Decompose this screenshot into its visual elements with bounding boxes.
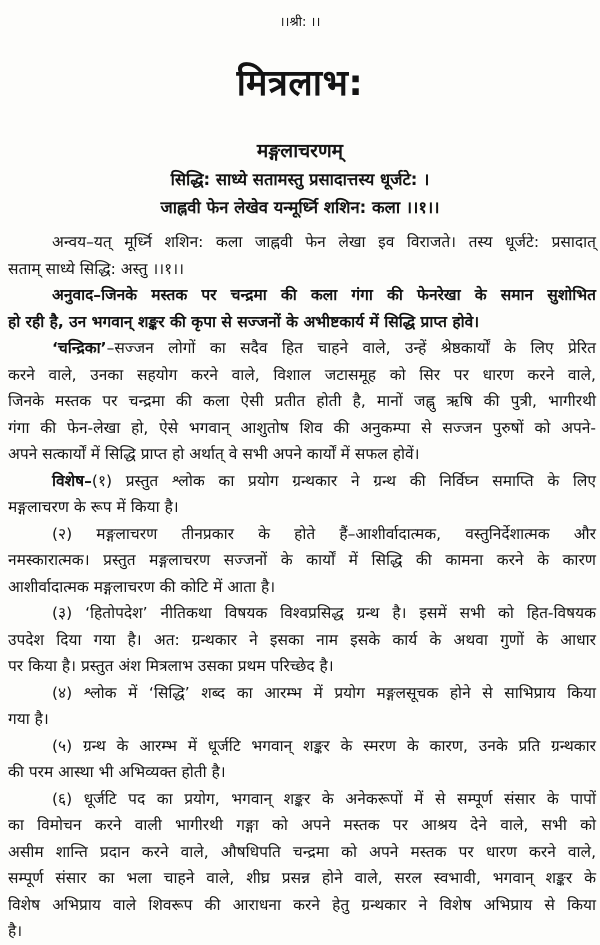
text-line: सम्पूर्ण संसार का भला चाहने वाले, शीघ्र प्रसन्न होने वाले, सरल स्वभावी, भगवान् शङ्कर के [8, 869, 596, 887]
paragraph-vishesh-4 [8, 680, 596, 733]
verse-line-1: सिद्धि: साध्ये सतामस्तु प्रसादात्तस्य धूर्जटे: । [170, 170, 430, 189]
sanskrit-verse [0, 166, 600, 222]
text-line: असीम शान्ति प्रदान करने वाले, औषधिपति चन्द्रमा को अपने मस्तक पर धारण करने वाले, [8, 842, 596, 861]
anuvad-label: अनुवाद– [52, 286, 102, 304]
text-line: (६) धूर्जटि पद का प्रयोग, भगवान् शङ्कर के अनेकरूपों में से सम्पूर्ण संसार के पापों [52, 789, 596, 808]
text-line: (२) मङ्गलाचरण तीनप्रकार के होते हैं–आशीर्वादात्मक, वस्तुनिर्देशात्मक और [52, 524, 596, 543]
text-line: की परम आस्था भी अभिव्यक्त होती है। [8, 763, 226, 781]
text-line: का विमोचन करने वाली भागीरथी गङ्गा को अपने मस्तक पर आश्रय देने वाले, सभी को [8, 816, 596, 834]
verse-line-2: जाह्नवी फेन लेखेव यन्मूर्ध्नि शशिन: कला ।।१।। [160, 198, 440, 217]
text-line: पर किया है। प्रस्तुत अंश मित्रलाभ उसका प्रथम परिच्छेद है। [8, 657, 334, 675]
text-line: विशेष–(१) प्रस्तुत श्लोक का प्रयोग ग्रन्थकार ने ग्रन्थ की निर्विघ्न समाप्ति के लिए [52, 471, 596, 490]
text-line: विशेष अभिप्राय वाले शिवरूप की आराधना करने हेतु ग्रन्थकार ने विशेष अभिप्राय से किया [8, 895, 596, 914]
anvaya-label: अन्वय– [52, 233, 94, 251]
text-line: सताम् साध्ये सिद्धि: अस्तु ।।१।। [8, 259, 184, 278]
text-line: (३) ‘हितोपदेश’ नीतिकथा विषयक विश्वप्रसिद्ध ग्रन्थ है। इसमें सभी को हित-विषयक [52, 604, 596, 622]
text-line: आशीर्वादात्मक मङ्गलाचरण की कोटि में आता है। [8, 577, 276, 596]
chandrika-label: ‘चन्द्रिका’ [52, 339, 107, 357]
text-line: उपदेश दिया गया है। अत: ग्रन्थकार ने इसका नाम इसके कार्य के अथवा गुणों के आधार [8, 630, 596, 649]
text-line: जिनके मस्तक पर चन्द्रमा की कला ऐसी प्रतीत होती है, मानों जह्नु ऋषि की पुत्री, भागीरथी [8, 392, 596, 410]
section-heading-mangalacharanam: मङ्गलाचरणम् [256, 140, 344, 162]
text-line: अन्वय–यत् मूर्ध्नि शशिन: कला जाह्नवी फेन लेखा इव विराजते। तस्य धूर्जटे: प्रसादात् [52, 233, 596, 251]
paragraph-vishesh-3 [8, 600, 596, 680]
paragraph-vishesh-5 [8, 733, 596, 786]
text-line: नमस्कारात्मक। प्रस्तुत मङ्गलाचरण सज्जनों के कार्यों में सिद्धि की कामना करने के कारण [8, 551, 596, 569]
paragraph-vishesh-1 [8, 468, 596, 521]
text-line: करने वाले, उनका सहयोग करने वाले, विशाल जटासमूह को सिर पर धारण करने वाले, [8, 365, 596, 384]
text-line: मङ्गलाचरण के रूप में किया है। [8, 498, 179, 516]
text-line: अनुवाद–जिनके मस्तक पर चन्द्रमा की कला गंगा की फेनरेखा के समान सुशोभित [52, 286, 596, 304]
vishesh-label: विशेष– [52, 471, 92, 490]
chapter-title: मित्रलाभ: [236, 63, 364, 104]
text-line: अपने सत्कार्यों में सिद्धि प्राप्त हो अर्थात् वे सभी अपने कार्यों में सफल होवें। [8, 445, 420, 463]
paragraph-anuvad [8, 282, 596, 335]
paragraph-vishesh-6 [8, 786, 596, 945]
text-line: (४) श्लोक में ‘सिद्धि’ शब्द का आरम्भ में प्रयोग मङ्गलसूचक होने से साभिप्राय किया [52, 683, 596, 702]
text-line: ‘चन्द्रिका’–सज्जन लोगों का सदैव हित चाहने वाले, उन्हें श्रेष्ठकार्यों के लिए प्रेरित [52, 339, 596, 357]
text-line: (५) ग्रन्थ के आरम्भ में धूर्जटि भगवान् शङ्कर के स्मरण के कारण, उनके प्रति ग्रन्थकार [52, 736, 596, 755]
text-line: है। [8, 922, 23, 940]
invocation-shri: ।।श्री: ।। [279, 15, 321, 30]
paragraph-anvaya [8, 229, 596, 282]
paragraph-vishesh-2 [8, 521, 596, 601]
text-line: गंगा की फेन-लेखा हो, ऐसे भगवान् आशुतोष शिव की अनुकम्पा से सज्जन पुरुषों को अपने- [8, 418, 596, 437]
text-line: गया है। [8, 710, 49, 728]
commentary-body [8, 229, 596, 945]
text-line: हो रही है, उन भगवान् शङ्कर की कृपा से सज्जनों के अभीष्टकार्य में सिद्धि प्राप्त होवे। [8, 312, 480, 331]
paragraph-chandrika [8, 335, 596, 468]
